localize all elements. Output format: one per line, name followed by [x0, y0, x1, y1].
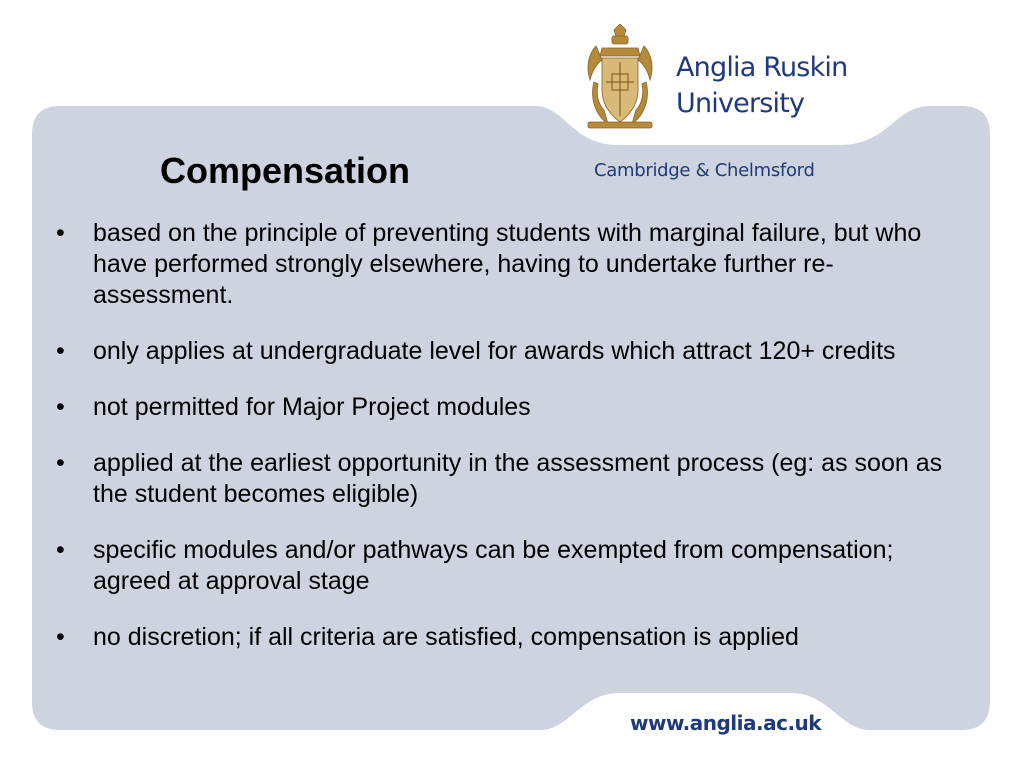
- list-item: [56, 622, 961, 653]
- list-item: [56, 392, 961, 423]
- bullet-icon: •: [56, 536, 65, 564]
- list-item: [56, 535, 961, 597]
- bullet-list: [56, 218, 961, 678]
- website-link[interactable]: www.anglia.ac.uk: [630, 711, 822, 735]
- bullet-icon: •: [56, 623, 65, 651]
- bullet-text: only applies at undergraduate level for awards which attract 120+ credits: [93, 337, 896, 365]
- bullet-text: applied at the earliest opportunity in the assessment process (eg: as soon as the student becomes eligible): [93, 449, 943, 508]
- bullet-icon: •: [56, 393, 65, 421]
- bullet-icon: •: [56, 449, 65, 477]
- list-item: [56, 218, 961, 311]
- university-name: [676, 50, 847, 122]
- campus-label: Cambridge & Chelmsford: [594, 160, 815, 181]
- bullet-icon: •: [56, 337, 65, 365]
- university-name-line1: Anglia Ruskin: [676, 52, 848, 83]
- slide-title: Compensation: [160, 150, 411, 191]
- bullet-icon: •: [56, 219, 65, 247]
- list-item: [56, 448, 961, 510]
- bullet-text: based on the principle of preventing students with marginal failure, but who have performed strongly elsewhere, having to undertake further re-assessment.: [93, 219, 922, 309]
- university-name-line2: University: [676, 88, 805, 119]
- bullet-text: specific modules and/or pathways can be exempted from compensation; agreed at approval stage: [93, 536, 894, 595]
- list-item: [56, 336, 961, 367]
- bullet-text: no discretion; if all criteria are satisfied, compensation is applied: [93, 623, 799, 651]
- university-crest-icon: [580, 24, 660, 130]
- bullet-text: not permitted for Major Project modules: [93, 393, 531, 421]
